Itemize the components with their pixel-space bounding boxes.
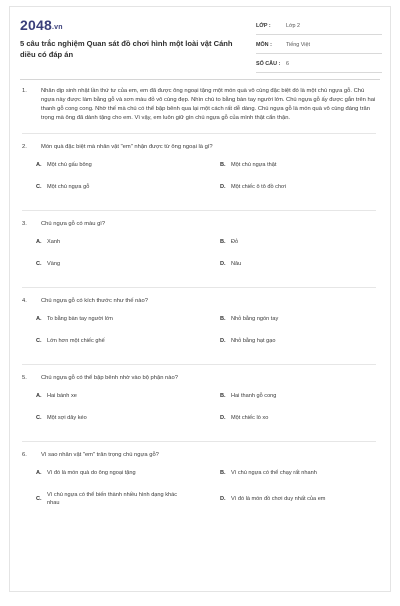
- option-letter: B.: [220, 393, 226, 399]
- option-letter: D.: [220, 496, 226, 502]
- option-letter: B.: [220, 162, 226, 168]
- option-text: Một chú gấu bông: [47, 162, 92, 168]
- divider: [22, 133, 376, 134]
- question-text: Chú ngựa gỗ có màu gì?: [41, 221, 106, 227]
- question-text: Chú ngựa gỗ có thể bập bênh nhờ vào bộ phận nào?: [41, 375, 178, 381]
- option-row: [22, 337, 376, 359]
- option-a[interactable]: [36, 238, 206, 246]
- option-row: [22, 469, 376, 491]
- option-c[interactable]: [36, 260, 206, 268]
- question-5: [22, 374, 376, 436]
- divider: [22, 210, 376, 211]
- question-number: 2.: [22, 144, 27, 150]
- option-letter: D.: [220, 184, 226, 190]
- option-a[interactable]: [36, 161, 206, 169]
- question-text: Nhân dịp sinh nhật lần thứ tư của em, em đã được ông ngoại tặng một món quà vô cùng đặc biệt đó là một chú ngựa gỗ. Chú ngựa này được làm bằng gỗ và sơn màu đỏ vô cùng đẹp. Nhìn chú to bằng bàn tay người lớn. Chú ngựa gỗ ấy được gắn trên hai thanh gỗ cong cong. Nhờ thế mà chú có thể bập bênh qua lại một cách rất dễ dàng. Chú ngựa gỗ là món quà vô cùng đáng trân trọng mà ông đã dành tặng cho em. Vì vậy, em luôn giữ gìn chú ngựa gỗ của mình thật cẩn thận.: [41, 88, 376, 121]
- option-row: [22, 491, 376, 515]
- option-row: [22, 238, 376, 260]
- meta-panel: [256, 21, 382, 78]
- option-text: Nhỏ bằng ngón tay: [231, 316, 279, 322]
- option-letter: B.: [220, 239, 226, 245]
- option-row: [22, 315, 376, 337]
- option-letter: C.: [36, 496, 42, 502]
- answer-options: [22, 161, 376, 205]
- document-title: 5 câu trắc nghiệm Quan sát đồ chơi hình một loài vật Cánh diều có đáp án: [20, 39, 233, 59]
- option-text: Một sợi dây kéo: [47, 415, 87, 421]
- meta-key: MÔN :: [256, 42, 272, 48]
- question-4: [22, 297, 376, 359]
- option-a[interactable]: [36, 392, 206, 400]
- option-text: Vàng: [47, 261, 61, 267]
- option-d[interactable]: [220, 414, 390, 422]
- question-stem: [22, 374, 376, 383]
- option-letter: C.: [36, 261, 42, 267]
- meta-value: Tiếng Việt: [286, 42, 310, 48]
- option-row: [22, 161, 376, 183]
- divider: [22, 364, 376, 365]
- meta-value: 6: [286, 61, 289, 67]
- option-c[interactable]: [36, 337, 206, 345]
- option-letter: A.: [36, 239, 42, 245]
- answer-options: [22, 392, 376, 436]
- option-d[interactable]: [220, 337, 390, 345]
- question-number: 3.: [22, 221, 27, 227]
- question-number: 6.: [22, 452, 27, 458]
- header-divider: [20, 79, 380, 80]
- option-text: Một chiếc ô tô đồ chơi: [231, 184, 286, 190]
- option-text: Vì đó là món quà do ông ngoại tặng: [47, 470, 136, 476]
- question-number: 4.: [22, 298, 27, 304]
- question-stem: [22, 451, 376, 460]
- option-c[interactable]: [36, 183, 206, 191]
- option-row: [22, 183, 376, 205]
- option-text: Hai thanh gỗ cong: [231, 393, 277, 399]
- option-row: [22, 414, 376, 436]
- option-row: [22, 260, 376, 282]
- answer-options: [22, 469, 376, 515]
- divider: [22, 441, 376, 442]
- option-text: Nâu: [231, 261, 242, 267]
- option-d[interactable]: [220, 495, 390, 503]
- option-text: Xanh: [47, 239, 61, 245]
- option-c[interactable]: [36, 491, 186, 507]
- option-text: Vì chú ngựa có thể chạy rất nhanh: [231, 470, 317, 476]
- option-row: [22, 392, 376, 414]
- question-number: 5.: [22, 375, 27, 381]
- option-text: Một chú ngựa thật: [231, 162, 277, 168]
- question-2: [22, 143, 376, 205]
- option-d[interactable]: [220, 260, 390, 268]
- option-b[interactable]: [220, 161, 390, 169]
- question-3: [22, 220, 376, 282]
- question-stem: [22, 87, 376, 123]
- question-text: Vì sao nhân vật "em" trân trọng chú ngựa gỗ?: [41, 452, 159, 458]
- answer-options: [22, 315, 376, 359]
- option-letter: D.: [220, 338, 226, 344]
- option-letter: C.: [36, 338, 42, 344]
- option-b[interactable]: [220, 315, 390, 323]
- option-text: Một chú ngựa gỗ: [47, 184, 90, 190]
- answer-options: [22, 238, 376, 282]
- option-text: Lớn hơn một chiếc ghế: [47, 338, 105, 344]
- option-a[interactable]: [36, 315, 206, 323]
- option-letter: B.: [220, 316, 226, 322]
- meta-key: LỚP :: [256, 23, 271, 29]
- option-text: Vì đó là món đồ chơi duy nhất của em: [231, 496, 326, 502]
- meta-row-count: [256, 59, 382, 73]
- question-6: [22, 451, 376, 515]
- option-letter: C.: [36, 184, 42, 190]
- question-1: [22, 87, 376, 123]
- option-letter: C.: [36, 415, 42, 421]
- option-d[interactable]: [220, 183, 390, 191]
- logo-main: 2048: [20, 17, 52, 33]
- option-letter: A.: [36, 162, 42, 168]
- question-stem: [22, 220, 376, 229]
- meta-row-class: [256, 21, 382, 35]
- meta-row-subject: [256, 40, 382, 54]
- logo-suffix: .vn: [51, 24, 63, 31]
- question-stem: [22, 297, 376, 306]
- option-letter: D.: [220, 261, 226, 267]
- question-stem: [22, 143, 376, 152]
- question-text: Chú ngựa gỗ có kích thước như thế nào?: [41, 298, 148, 304]
- option-letter: A.: [36, 316, 42, 322]
- option-letter: D.: [220, 415, 226, 421]
- meta-value: Lớp 2: [286, 23, 301, 29]
- option-text: To bằng bàn tay người lớn: [47, 316, 113, 322]
- option-letter: B.: [220, 470, 226, 476]
- question-list: [22, 87, 376, 515]
- option-b[interactable]: [220, 238, 390, 246]
- document-page: [9, 6, 391, 592]
- question-number: 1.: [22, 88, 27, 94]
- option-letter: A.: [36, 393, 42, 399]
- option-text: Đỏ: [231, 239, 239, 245]
- header: [20, 17, 380, 73]
- option-a[interactable]: [36, 469, 206, 477]
- site-logo[interactable]: [20, 17, 63, 33]
- option-text: Nhỏ bằng hạt gạo: [231, 338, 276, 344]
- option-text: Một chiếc lò xo: [231, 415, 269, 421]
- divider: [22, 287, 376, 288]
- option-b[interactable]: [220, 469, 390, 477]
- question-text: Món quà đặc biệt mà nhân vật "em" nhận được từ ông ngoại là gì?: [41, 144, 213, 150]
- option-text: Hai bánh xe: [47, 393, 77, 399]
- meta-key: SỐ CÂU :: [256, 61, 281, 67]
- option-text: Vì chú ngựa có thể biến thành nhiều hình dạng khác nhau: [47, 492, 178, 506]
- option-c[interactable]: [36, 414, 206, 422]
- option-letter: A.: [36, 470, 42, 476]
- option-b[interactable]: [220, 392, 390, 400]
